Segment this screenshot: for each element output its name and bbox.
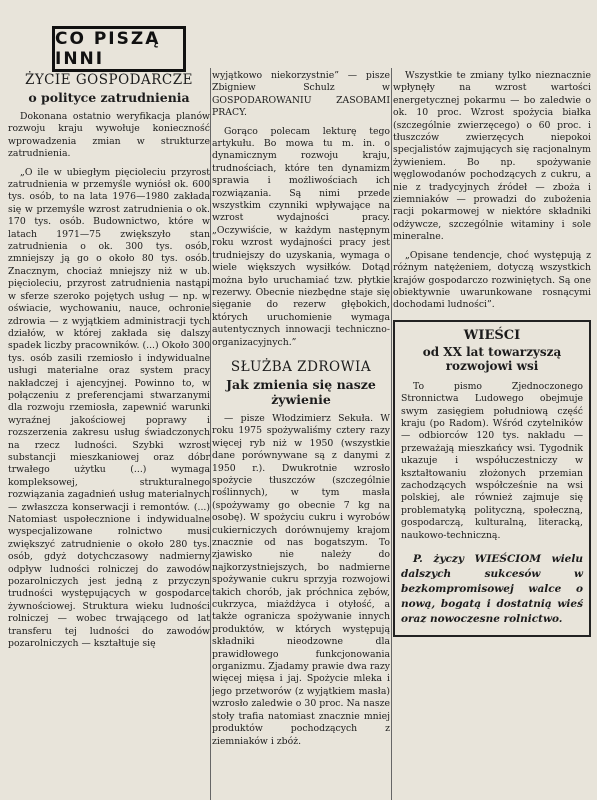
section-wiesci-title: WIEŚCI (463, 327, 521, 343)
article-quote: „O ile w ubiegłym pięcioleciu przyrost zatrudnienia w przemyśle wyniósł ok. 600 tys. osób, to na lata 1976—1980 zakłada się w przemyśle wzrost zatrudnienia o ok. 170 tys. osób. Budownictwo, które w latach 1971—75 zwiększyło stan zatrudnienia o ok. 300 tys. osób, zmniejszy ją go o około 80 tys. osób. Znacznym, chociaż mniejszy niż w ub. pięcioleciu, przyrost zatrudnienia nastąpi w sferze szeroko pojętych usług — np. w oświacie, wychowaniu, nauce, ochronie zdrowia — z wyjątkiem administracji tych działów, w której zakłada się dalszy spadek liczby pracowników. (...) Około 300 tys. osób zasili rzemiosło i indywidualne usługi materialne oraz system pracy nakładczej i ajencyjnej. Powinno to, w połączeniu z preferencjami stwarzanymi dla rozwoju rzemiosła, zapewnić warunki wyraźnej jakościowej poprawy i rozszerzenia zakresu usług świadczonych na rzecz ludności. Szybki wzrost substancji mieszkaniowej oraz dóbr trwałego użytku (...) wymaga kompleksowej, strukturalnego rozwiązania zagadnień usług materialnych — zwłaszcza konserwacji i remontów. (...) Natomiast uspołecznione i indywidualne wyspecjalizowane rolnictwo musi zwiększyć zatrudnienie o około 280 tys. osób, gdyż dotychczasowy nadmierny odpływ ludności rolniczej do zawodów pozarolniczych jest jedną z przyczyn trudności występujących w gospodarce żywnościowej. Struktura wieku ludności rolniczej — wobec trwającego od lat transferu tej ludności do zawodów pozarolniczych — kształtuje się (8, 166, 210, 650)
column-2 (212, 70, 390, 800)
wiesci-box (393, 320, 591, 637)
column-3 (393, 70, 591, 800)
article-intro: Dokonana ostatnio weryfikacja planów rozwoju kraju wywołuje konieczność wprowadzenia zmian w strukturze zatrudnienia. (8, 111, 210, 160)
health-article-quote: „Opisane tendencje, choć występują z różnym natężeniem, dotyczą wszystkich krajów gospodarczo rozwiniętych. Są one obiektywnie uwarunkowane rosnącymi dochodami ludności”. (393, 249, 591, 311)
column-divider (391, 68, 392, 800)
health-article-text: — pisze Włodzimierz Sekuła. W roku 1975 spożywaliśmy cztery razy więcej ryb niż w 1950 (wszystkie dane porównywane są z danymi z 1950 r.). Dwukrotnie wzrosło spożycie tłuszczów (szczególnie roślinnych), w tym masła (spożywamy go obecnie 7 kg na osobę). W spożyciu cukru i wyrobów cukierniczych dorównujemy krajom znacznie od nas bogatszym. To zjawisko nie należy do najkorzystniejszych, bo nadmierne spożywanie cukru sprzyja rozwojowi takich chorób, jak próchnica zębów, cukrzyca, miażdżyca i otyłość, a także ogranicza spożywanie innych produktów, w których występują składniki nieodzowne dla prawidłowego funkcjonowania organizmu. Zjadamy prawie dwa razy więcej mięsa i jaj. Spożycie mleka i jego przetworów (z wyjątkiem masła) wzrosło zaledwie o 30 proc. Na nasze stoły trafia natomiast znacznie mniej produktów pochodzących z ziemniaków i zbóż. (212, 412, 390, 747)
section-sluzba-zdrowia-title: SŁUŻBA ZDROWIA (230, 358, 372, 375)
health-article-text-2: Wszystkie te zmiany tylko nieznacznie wpłynęły na wzrost wartości energetycznej pokarmu — bo zaledwie o ok. 10 proc. Wzrost spożycia białka (szczególnie zwierzęcego) o 60 proc. i tłuszczów zwierzęcych niepokoi specjalistów zajmujących się racjonalnym żywieniem. Bo np. spożywanie węglowodanów pochodzących z cukru, a nie z tradycyjnych źródeł — zboża i ziemniaków — prowadzi do zubożenia racji pokarmowej w niektóre składniki odżywcze, szczególnie witaminy i sole mineralne. (393, 70, 591, 243)
column-header-box (52, 26, 186, 72)
column-divider (210, 68, 211, 800)
article-continuation: wyjątkowo niekorzystnie” — pisze Zbigniew Schulz w GOSPODAROWANIU ZASOBAMI PRACY. (212, 70, 390, 119)
column-header-title: CO PISZĄ INNI (55, 29, 161, 69)
wiesci-text: To pismo Zjednoczonego Stronnictwa Ludowego obejmuje swym zasięgiem południową część kraju (po Radom). Wśród czytelników — odbiorców 120 tys. nakładu — przeważają mieszkańcy wsi. Tygodnik ukazuje i współuczestniczy w kształtowaniu złożonych przemian zachodzących współcześnie na wsi polskiej, ale również zajmuje się problematyką polityczną, społeczną, gospodarczą, kulturalną, literacką, naukowo-techniczną. (401, 380, 583, 541)
section-wiesci-subtitle: od XX lat towarzyszą rozwojowi wsi (422, 344, 562, 373)
column-1 (8, 70, 210, 800)
section-zycie-gospodarcze-subtitle: o polityce zatrudnienia (28, 90, 190, 105)
article-comment: Gorąco polecam lekturę tego artykułu. Bo mowa tu m. in. o dynamicznym rozwoju kraju, trudnościach, które ten dynamizm sprawia i możliwościach ich rozwiązania. Są nimi przede wszystkim czynniki wpływające na wzrost wydajności pracy. „Oczywiście, w każdym następnym roku wzrost wydajności pracy jest trudniejszy do uzyskania, wymaga o wiele większych wysiłków. Dotąd można było uruchamiać tzw. płytkie rezerwy. Obecnie niezbędne staje się sięganie do rezerw głębokich, których uruchomienie wymaga autentycznych innowacji techniczno-organizacyjnych.” (212, 125, 390, 348)
section-sluzba-zdrowia-subtitle: Jak zmienia się nasze żywienie (226, 376, 376, 407)
wiesci-wish: P. życzy WIEŚCIOM wielu dalszych sukcesów w bezkompromisowej walce o nową, bogatą i dostatnią wieś oraz nowoczesne rolnictwo. (401, 553, 583, 625)
section-zycie-gospodarcze-title: ŻYCIE GOSPODARCZE (25, 72, 193, 88)
